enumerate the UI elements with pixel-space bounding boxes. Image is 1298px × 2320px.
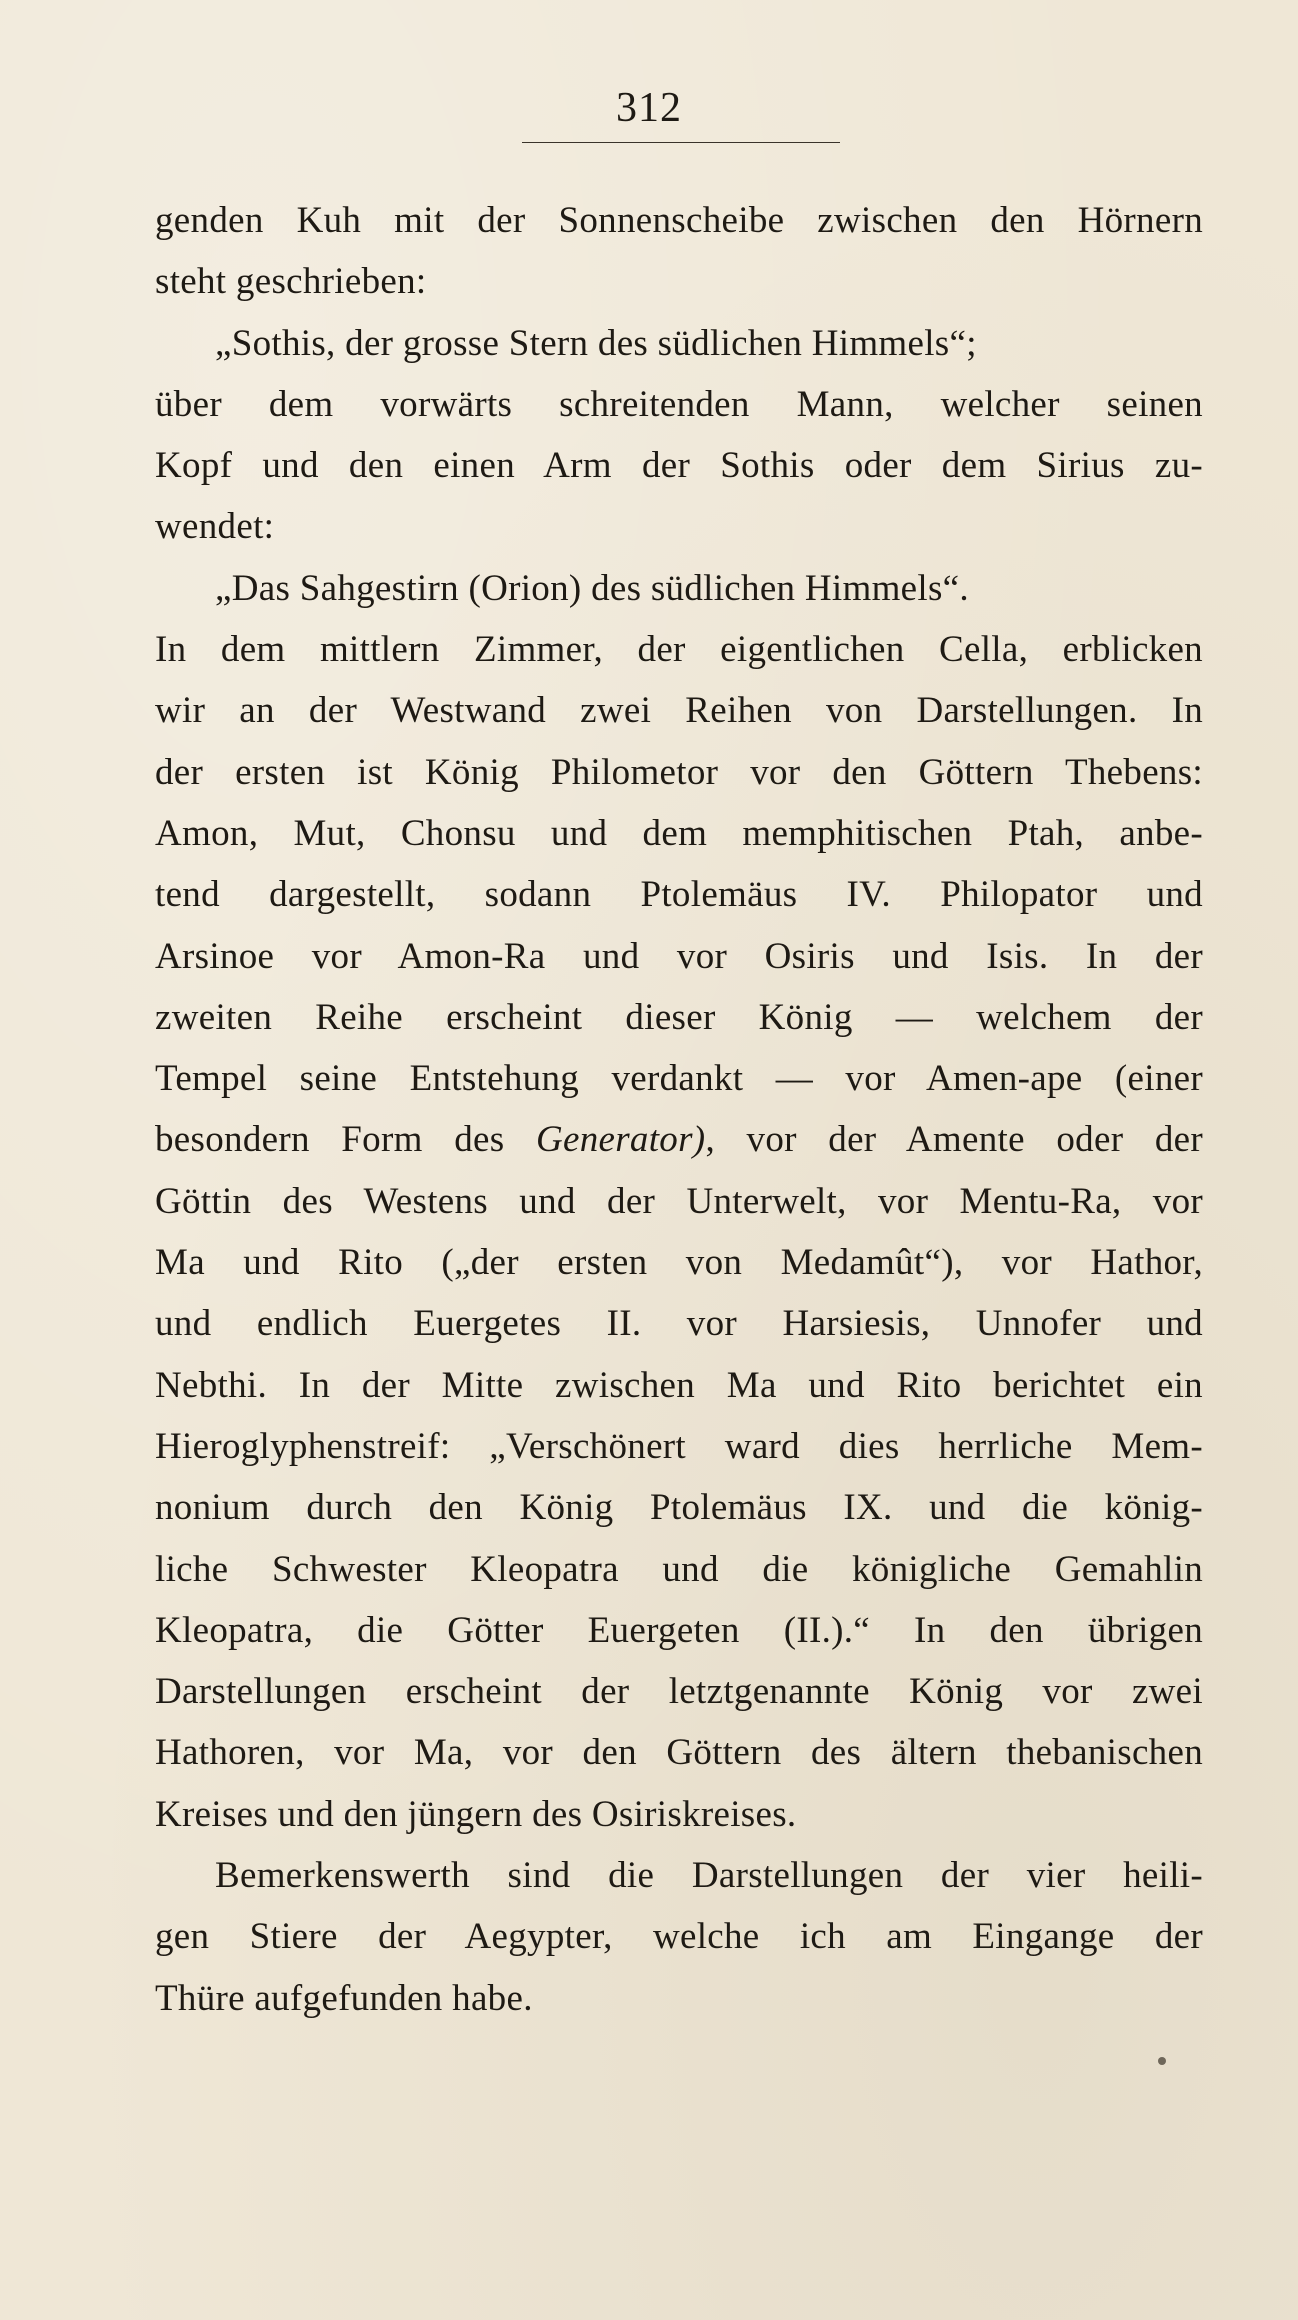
text-line: „Sothis, der grosse Stern des südlichen Himmels“;	[215, 322, 977, 364]
text-line: Darstellungen erscheint der letztgenannte König vor zwei	[155, 1671, 1203, 1713]
body-text	[155, 190, 1203, 2029]
text-line: Tempel seine Entstehung verdankt — vor Amen-ape (einer	[155, 1058, 1203, 1100]
text-line: steht geschrieben:	[155, 261, 427, 303]
text-line: wendet:	[155, 506, 275, 548]
text-line: Thüre aufgefunden habe.	[155, 1977, 533, 2019]
text-line: wir an der Westwand zwei Reihen von Darstellungen. In	[155, 690, 1203, 732]
text-line: Kopf und den einen Arm der Sothis oder dem Sirius zu-	[155, 445, 1203, 487]
text-line: Bemerkenswerth sind die Darstellungen der vier heili-	[215, 1855, 1203, 1897]
text-line: und endlich Euergetes II. vor Harsiesis, Unnofer und	[155, 1303, 1203, 1345]
text-line: Göttin des Westens und der Unterwelt, vor Mentu-Ra, vor	[155, 1180, 1203, 1222]
text-line: Ma und Rito („der ersten von Medamût“), vor Hathor,	[155, 1242, 1203, 1284]
text-line: Kleopatra, die Götter Euergeten (II.).“ In den übrigen	[155, 1609, 1203, 1651]
text-line: nonium durch den König Ptolemäus IX. und die könig-	[155, 1487, 1203, 1529]
text-line: gen Stiere der Aegypter, welche ich am Eingange der	[155, 1916, 1203, 1958]
paper-speck	[1158, 2057, 1166, 2065]
text-line: der ersten ist König Philometor vor den Göttern Thebens:	[155, 751, 1203, 793]
text-line: tend dargestellt, sodann Ptolemäus IV. Philopator und	[155, 874, 1203, 916]
text-line: über dem vorwärts schreitenden Mann, welcher seinen	[155, 383, 1203, 425]
text-line: Hieroglyphenstreif: „Verschönert ward dies herrliche Mem-	[155, 1425, 1203, 1467]
text-line: Nebthi. In der Mitte zwischen Ma und Rito berichtet ein	[155, 1364, 1203, 1406]
text-line: In dem mittlern Zimmer, der eigentlichen Cella, erblicken	[155, 629, 1203, 671]
text-line: liche Schwester Kleopatra und die königliche Gemahlin	[155, 1548, 1203, 1590]
text-line: genden Kuh mit der Sonnenscheibe zwischen den Hörnern	[155, 200, 1203, 241]
page-number: 312	[616, 85, 682, 131]
text-line: Arsinoe vor Amon-Ra und vor Osiris und Isis. In der	[155, 935, 1203, 977]
text-line: besondern Form des Generator), vor der Amente oder der	[155, 1119, 1203, 1161]
text-line: zweiten Reihe erscheint dieser König — welchem der	[155, 996, 1203, 1038]
header-rule	[522, 142, 840, 143]
text-line: Kreises und den jüngern des Osiriskreises.	[155, 1793, 797, 1835]
text-line: „Das Sahgestirn (Orion) des südlichen Himmels“.	[215, 567, 969, 609]
text-line: Amon, Mut, Chonsu und dem memphitischen Ptah, anbe-	[155, 812, 1203, 854]
text-line: Hathoren, vor Ma, vor den Göttern des ältern thebanischen	[155, 1732, 1203, 1774]
italic-term: Generator)	[535, 1119, 706, 1161]
